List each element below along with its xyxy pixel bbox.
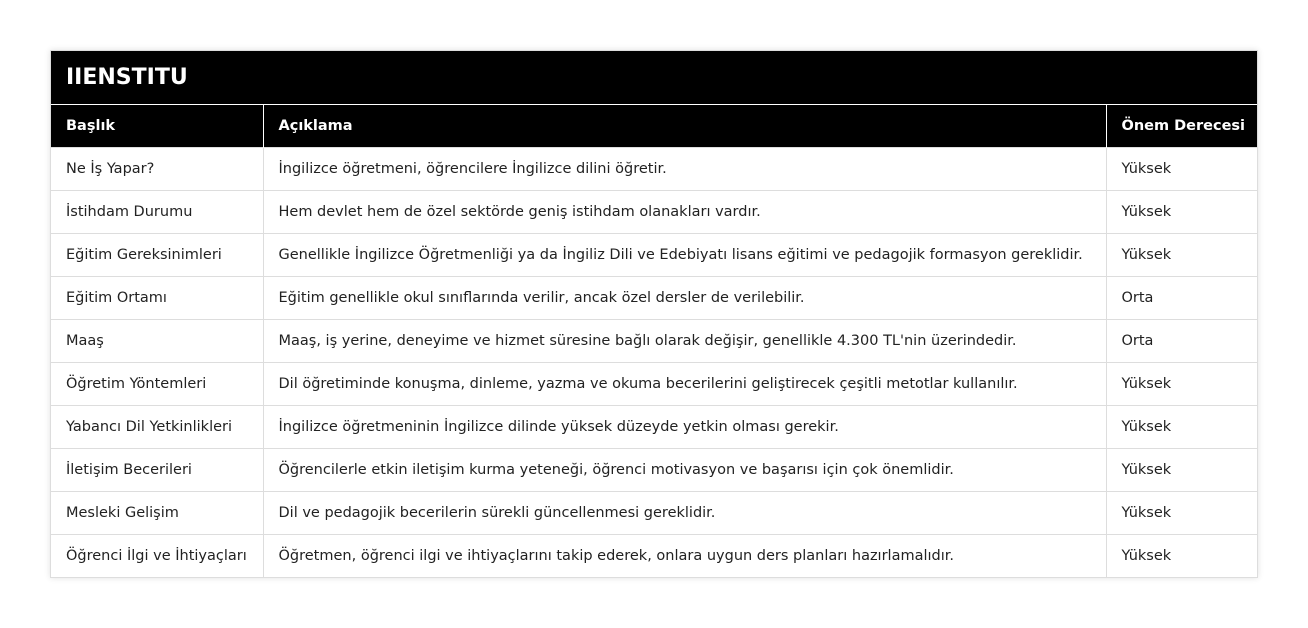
table-row (51, 448, 1257, 491)
row-description-cell: Öğretmen, öğrenci ilgi ve ihtiyaçlarını takip ederek, onlara uygun ders planları hazırlamalıdır. (263, 534, 1106, 577)
table-row (51, 190, 1257, 233)
row-title-cell: İstihdam Durumu (51, 190, 263, 233)
row-importance-cell: Yüksek (1106, 491, 1257, 534)
table-row (51, 319, 1257, 362)
row-description-cell: Genellikle İngilizce Öğretmenliği ya da İngiliz Dili ve Edebiyatı lisans eğitimi ve pedagojik formasyon gereklidir. (263, 233, 1106, 276)
table-row (51, 276, 1257, 319)
row-importance-cell: Yüksek (1106, 405, 1257, 448)
header-row (51, 105, 1257, 147)
row-title-cell: Eğitim Ortamı (51, 276, 263, 319)
table-row (51, 362, 1257, 405)
info-table (51, 105, 1257, 577)
info-table-container (50, 50, 1258, 578)
row-title-cell: Mesleki Gelişim (51, 491, 263, 534)
column-header-title: Başlık (51, 105, 263, 147)
row-title-cell: Maaş (51, 319, 263, 362)
row-description-cell: İngilizce öğretmeni, öğrencilere İngilizce dilini öğretir. (263, 147, 1106, 190)
row-title-cell: Ne İş Yapar? (51, 147, 263, 190)
table-title: IIENSTITU (51, 51, 1257, 105)
row-title-cell: Öğrenci İlgi ve İhtiyaçları (51, 534, 263, 577)
table-row (51, 534, 1257, 577)
row-description-cell: Dil öğretiminde konuşma, dinleme, yazma ve okuma becerilerini geliştirecek çeşitli metotlar kullanılır. (263, 362, 1106, 405)
row-importance-cell: Orta (1106, 319, 1257, 362)
row-description-cell: Maaş, iş yerine, deneyime ve hizmet süresine bağlı olarak değişir, genellikle 4.300 TL'nin üzerindedir. (263, 319, 1106, 362)
table-row (51, 405, 1257, 448)
row-importance-cell: Yüksek (1106, 362, 1257, 405)
row-description-cell: Dil ve pedagojik becerilerin sürekli güncellenmesi gereklidir. (263, 491, 1106, 534)
row-title-cell: Eğitim Gereksinimleri (51, 233, 263, 276)
row-importance-cell: Orta (1106, 276, 1257, 319)
row-title-cell: Öğretim Yöntemleri (51, 362, 263, 405)
column-header-description: Açıklama (263, 105, 1106, 147)
row-title-cell: İletişim Becerileri (51, 448, 263, 491)
table-row (51, 233, 1257, 276)
row-description-cell: Hem devlet hem de özel sektörde geniş istihdam olanakları vardır. (263, 190, 1106, 233)
row-importance-cell: Yüksek (1106, 147, 1257, 190)
row-importance-cell: Yüksek (1106, 448, 1257, 491)
row-description-cell: İngilizce öğretmeninin İngilizce dilinde yüksek düzeyde yetkin olması gerekir. (263, 405, 1106, 448)
table-row (51, 147, 1257, 190)
table-row (51, 491, 1257, 534)
column-header-importance: Önem Derecesi (1106, 105, 1257, 147)
row-description-cell: Eğitim genellikle okul sınıflarında verilir, ancak özel dersler de verilebilir. (263, 276, 1106, 319)
row-importance-cell: Yüksek (1106, 233, 1257, 276)
row-title-cell: Yabancı Dil Yetkinlikleri (51, 405, 263, 448)
row-importance-cell: Yüksek (1106, 190, 1257, 233)
row-importance-cell: Yüksek (1106, 534, 1257, 577)
row-description-cell: Öğrencilerle etkin iletişim kurma yeteneği, öğrenci motivasyon ve başarısı için çok önemlidir. (263, 448, 1106, 491)
